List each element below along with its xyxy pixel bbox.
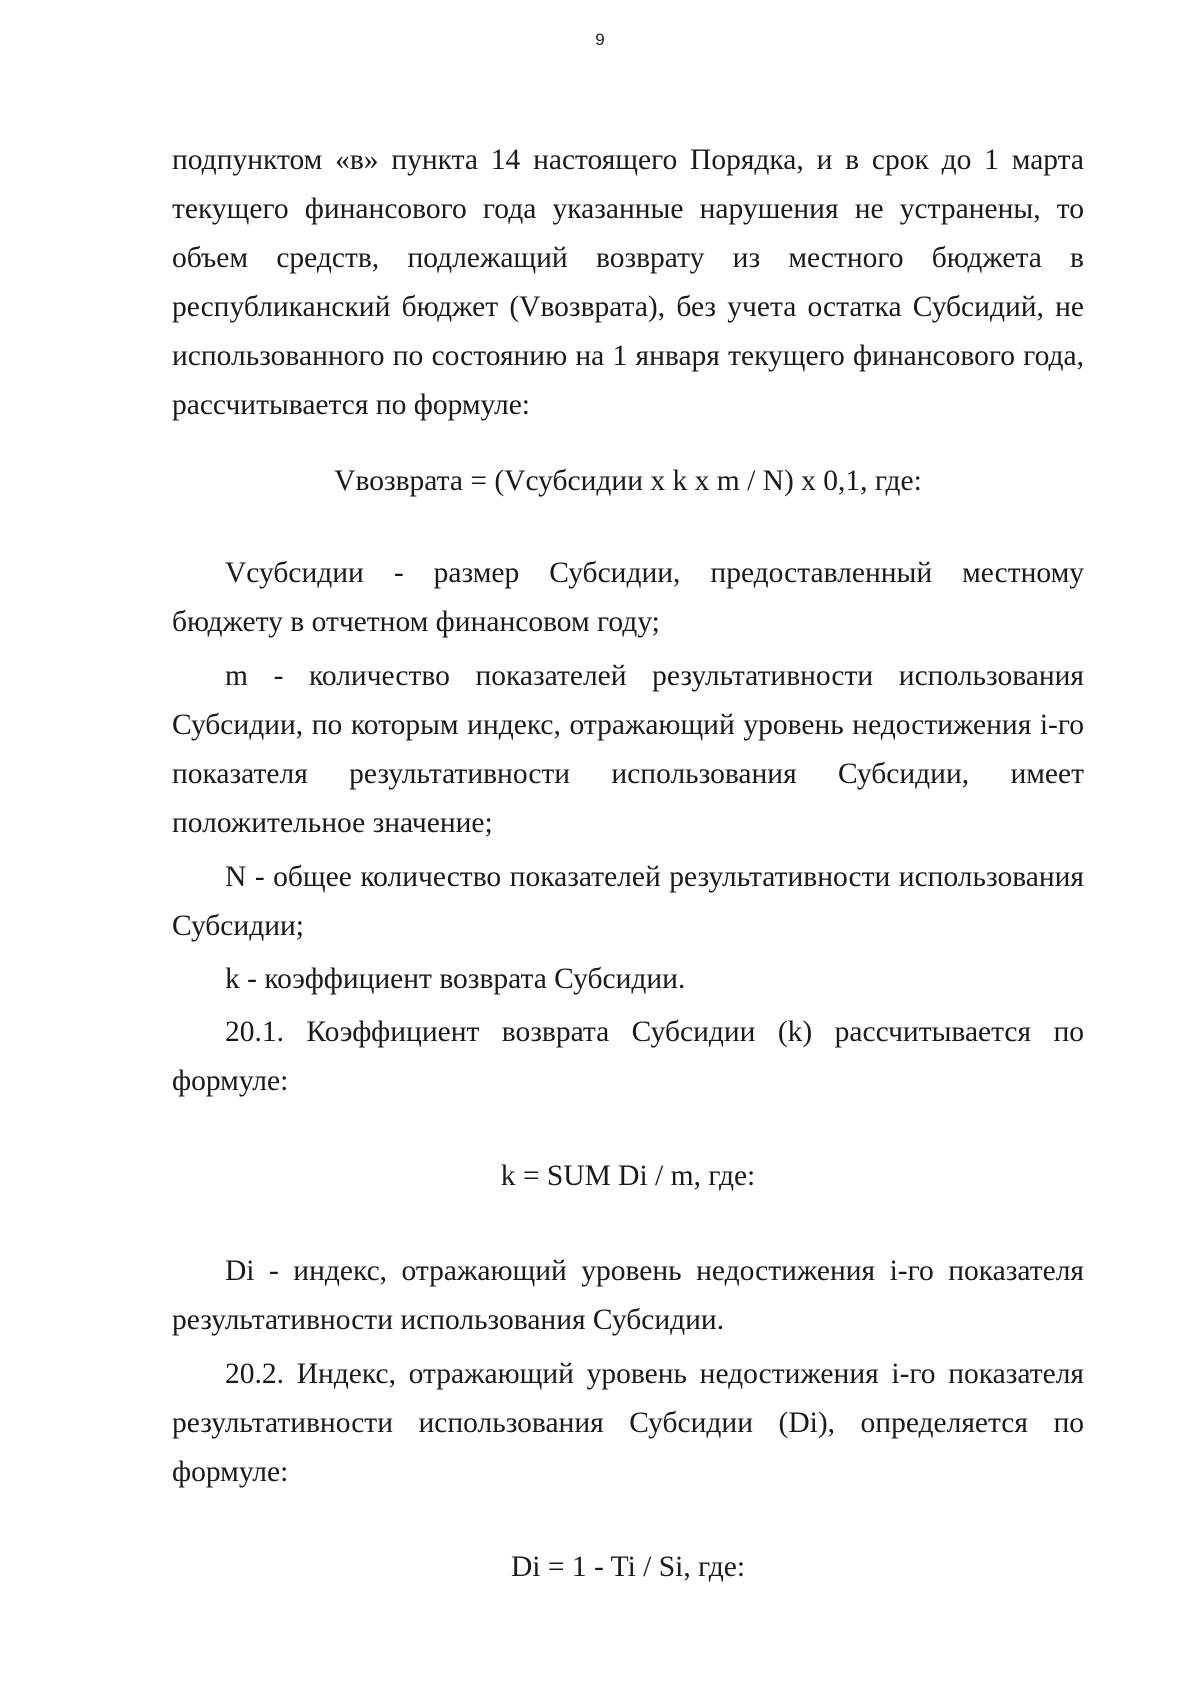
definition-di: Di - индекс, отражающий уровень недостижения i-го показателя результативности использования Субсидии. — [172, 1255, 1084, 1336]
page-number: 9 — [595, 30, 605, 49]
paragraph-return-volume-condition: подпунктом «в» пункта 14 настоящего Порядка, и в срок до 1 марта текущего финансового года указанные нарушения не устранены, то объем средств, подлежащий возврату из местного бюджета в республиканский бюджет (Vвозврата), без учета остатка Субсидий, не использованного по состоянию на 1 января текущего финансового года, рассчитывается по формуле: — [172, 144, 1084, 421]
formula-di: Di = 1 - Ti / Si, где: — [510, 1551, 746, 1583]
definition-m: m - количество показателей результативности использования Субсидии, по которым индекс, отражающий уровень недостижения i-го показателя результативности использования Субсидии, имеет положительное значение; — [172, 660, 1084, 839]
formula-v-return: Vвозврата = (Vсубсидии х k х m / N) х 0,1, где: — [334, 465, 922, 497]
paragraph-20-1: 20.1. Коэффициент возврата Субсидии (k) рассчитывается по формуле: — [172, 1016, 1084, 1097]
definition-v-subsidy: Vсубсидии - размер Субсидии, предоставленный местному бюджету в отчетном финансовом году; — [172, 557, 1084, 638]
paragraph-20-2: 20.2. Индекс, отражающий уровень недостижения i-го показателя результативности использования Субсидии (Di), определяется по формуле: — [172, 1358, 1084, 1488]
definition-n: N - общее количество показателей результативности использования Субсидии; — [172, 861, 1084, 942]
definition-k: k - коэффициент возврата Субсидии. — [225, 963, 686, 995]
formula-k: k = SUM Di / m, где: — [500, 1160, 756, 1192]
page-body — [172, 136, 1084, 1592]
